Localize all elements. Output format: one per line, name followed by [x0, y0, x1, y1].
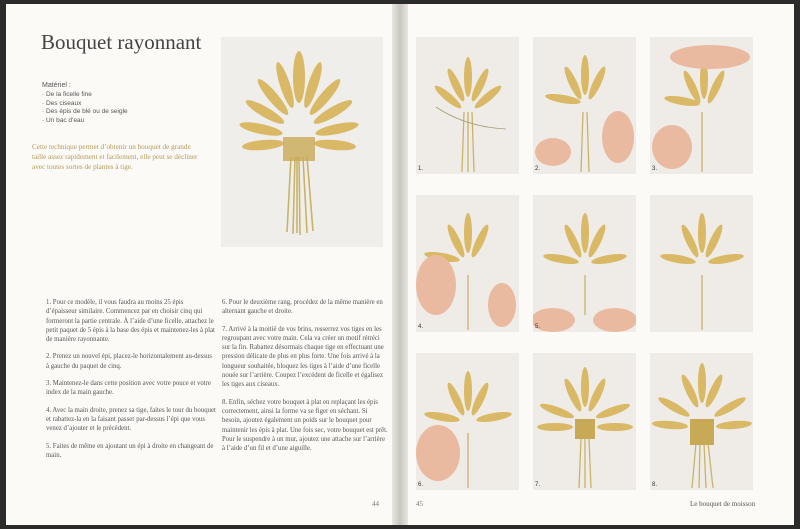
- steps-column-1: [46, 298, 216, 468]
- running-title: Le bouquet de moisson: [690, 500, 756, 508]
- step-photo-2: [533, 37, 636, 174]
- wheat-bouquet-illustration: [221, 37, 383, 247]
- step-photo-label: 5.: [535, 324, 541, 330]
- finished-bouquet-photo: [221, 37, 383, 247]
- wheat-step-illustration: [650, 353, 753, 490]
- step-photo-3: [650, 37, 753, 174]
- materials-item: - De la ficelle fine: [42, 91, 128, 100]
- step-photo-label: 7.: [535, 482, 541, 488]
- page-number-right: 45: [416, 500, 423, 508]
- materials-item: - Un bac d’eau: [42, 117, 128, 126]
- page-number-left: 44: [372, 500, 379, 508]
- step-photo-label: 2.: [535, 166, 541, 172]
- step-photo-label: 1.: [418, 166, 424, 172]
- wheat-step-illustration: [533, 195, 636, 332]
- wheat-step-illustration: [650, 195, 753, 332]
- step-photo-label: 6.: [418, 482, 424, 488]
- intro-text: Cette technique permet d’obtenir un bouquet de grande taille assez rapidement et facilement, elle peut se décliner avec toutes sortes de plantes à tige.: [32, 143, 198, 171]
- step-text: 5. Faites de même en ajoutant un épi à droite en changeant de main.: [46, 442, 214, 459]
- step-photo-6: [416, 353, 519, 490]
- step-photo-label: 3.: [652, 166, 658, 172]
- step-text: 3. Maintenez-le dans cette position avec votre pouce et votre index de la main gauche.: [46, 380, 211, 397]
- step-photo-7: [533, 353, 636, 490]
- step-photo-4: [416, 195, 519, 332]
- materials-item: - Des épis de blé ou de seigle: [42, 108, 128, 117]
- page-title: Bouquet rayonnant: [41, 30, 202, 54]
- wheat-step-illustration: [650, 37, 753, 174]
- materials-item: - Des ciseaux: [42, 100, 128, 109]
- wheat-step-illustration: [533, 37, 636, 174]
- wheat-step-illustration: [416, 37, 519, 174]
- step-text: 7. Arrivé à la moitié de vos brins, resserrez vos tiges en les regroupant avec votre main. Cela va créer un motif rétréci sur la fin. Rabattez désormais chaque tige en effectuant une pression délicate de plus en plus forte. Une fois arrivé à la longueur souhaitée, bloquez les tiges à l’aide d’une ficelle nouée sur l’arrière. Coupez l’excédent de ficelle et égalisez les tiges aux ciseaux.: [222, 325, 384, 389]
- step-photo-8: [650, 353, 753, 490]
- materials-list: [42, 91, 128, 125]
- step-photo-6-grid: [650, 195, 753, 332]
- step-text: 2. Prenez un nouvel épi, placez-le horizontalement au-dessus à gauche du paquet de cinq.: [46, 353, 212, 370]
- steps-column-2: [222, 298, 388, 461]
- step-photo-1: [416, 37, 519, 174]
- step-photo-label: 8.: [652, 482, 658, 488]
- step-text: 1. Pour ce modèle, il vous faudra au moins 25 épis d’épaisseur similaire. Commencez par en choisir cinq qui formeront la partie centrale. À l’aide d’une ficelle, attachez le petit paquet de 5 épis à la base des épis et maintenez-les à plat de manière rayonnante.: [46, 299, 215, 344]
- step-text: 6. Pour le deuxième rang, procédez de la même manière en alternant gauche et droite.: [222, 299, 383, 316]
- wheat-step-illustration: [416, 195, 519, 332]
- step-photo-label: 4.: [418, 324, 424, 330]
- step-text: 4. Avec la main droite, prenez sa tige, faites le tour du bouquet et rabattez-la en la faisant passer par-dessus l’épi que vous venez d’ajouter et le précédent.: [46, 406, 216, 433]
- step-photo-5: [533, 195, 636, 332]
- step-text: 8. Enfin, séchez votre bouquet à plat en replaçant les épis correctement, ainsi la forme va se figer en séchant. Si besoin, ajoutez également un poids sur le bouquet pour maintenir les épis à plat. Une fois sec, votre bouquet est prêt. Pour le suspendre à un mur, ajoutez une attache sur l’arrière à l’aide d’un fil et d’une aiguille.: [222, 398, 388, 453]
- materials-heading: Matériel :: [42, 82, 71, 89]
- wheat-step-illustration: [533, 353, 636, 490]
- wheat-step-illustration: [416, 353, 519, 490]
- book-gutter: [392, 4, 408, 525]
